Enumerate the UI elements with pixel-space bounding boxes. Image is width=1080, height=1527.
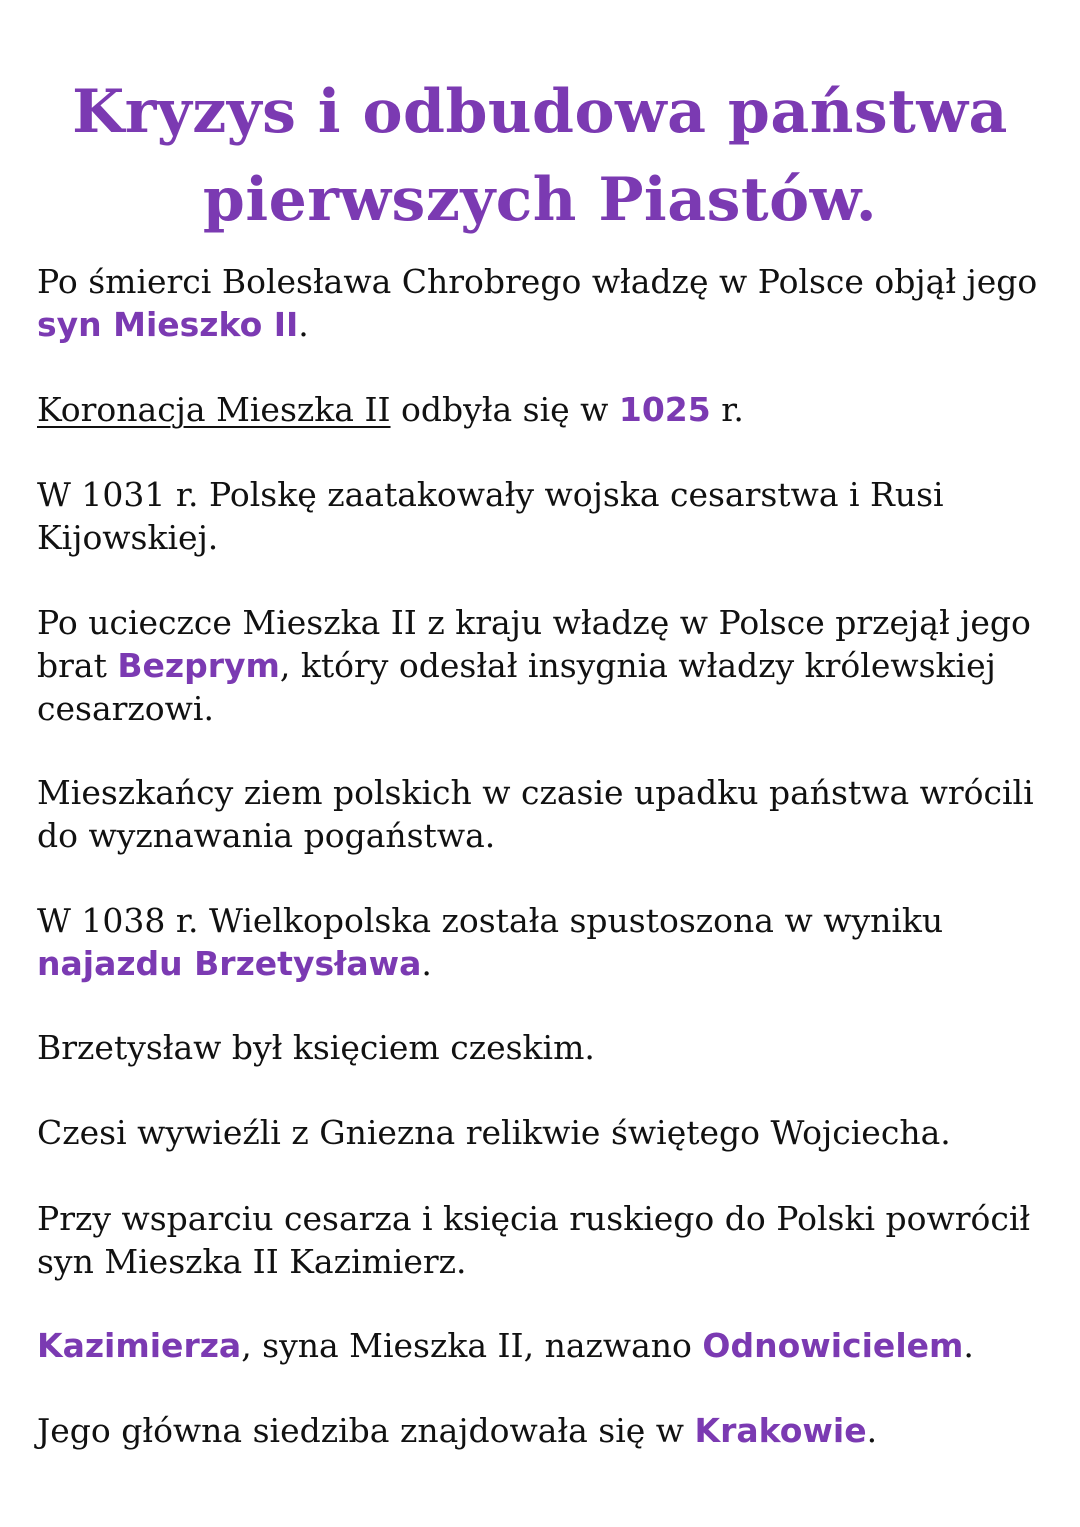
paragraph-1031-attack [37, 473, 1047, 559]
paragraph-paganism [37, 771, 1047, 857]
paragraph-odnowiciel [37, 1324, 1047, 1367]
paragraph-text: Brzetysław był księciem czeskim. [37, 1028, 595, 1067]
paragraph-text: . [963, 1326, 974, 1365]
paragraph-text: W 1031 r. Polskę zaatakowały wojska cesarstwa i Rusi Kijowskiej. [37, 475, 944, 557]
paragraph-text: Przy wsparciu cesarza i księcia ruskiego do Polski powrócił syn Mieszka II Kazimierz. [37, 1199, 1031, 1281]
paragraph-brzetyslaw [37, 1026, 1047, 1069]
paragraph-mieszko-succession [37, 260, 1047, 346]
title-line-1: Kryzys i odbudowa państwa [72, 77, 1008, 147]
underlined-term: Koronacja Mieszka II [37, 390, 391, 429]
paragraph-text: , który odesłał insygnia władzy królewskiej cesarzowi. [37, 646, 996, 728]
paragraph-coronation [37, 388, 1047, 431]
paragraph-1038-invasion [37, 899, 1047, 985]
paragraph-text: . [866, 1411, 878, 1450]
paragraph-text: Jego główna siedziba znajdowała się w [37, 1411, 695, 1450]
paragraph-text: W 1038 r. Wielkopolska została spustoszona w wyniku [37, 901, 944, 940]
paragraph-text: r. [710, 390, 744, 429]
highlight-term: syn Mieszko II [37, 305, 299, 344]
highlight-date: 1025 [618, 390, 711, 429]
paragraph-kazimierz-return [37, 1197, 1047, 1283]
highlight-term: najazdu Brzetysława [37, 944, 422, 983]
paragraph-text: . [421, 944, 432, 983]
paragraph-text: odbyła się w [390, 390, 619, 429]
paragraph-text: Po śmierci Bolesława Chrobrego władzę w Polsce objął jego [37, 262, 1038, 301]
paragraph-text: Po ucieczce Mieszka II z kraju władzę w Polsce przejął jego brat [37, 603, 1031, 685]
highlight-term: Krakowie [694, 1411, 867, 1450]
highlight-term: Bezprym [117, 646, 280, 685]
highlight-term: Kazimierza [37, 1326, 242, 1365]
paragraph-krakow [37, 1409, 1047, 1452]
title-line-2: pierwszych Piastów. [202, 165, 878, 235]
paragraph-bezprym [37, 601, 1047, 730]
paragraph-relics [37, 1111, 1047, 1154]
paragraph-text: , syna Mieszka II, nazwano [241, 1326, 703, 1365]
highlight-term: Odnowicielem [702, 1326, 964, 1365]
paragraph-text: Czesi wywieźli z Gniezna relikwie świętego Wojciecha. [37, 1113, 951, 1152]
paragraph-text: . [298, 305, 309, 344]
page-title [40, 68, 1040, 244]
paragraph-text: Mieszkańcy ziem polskich w czasie upadku państwa wrócili do wyznawania pogaństwa. [37, 773, 1034, 855]
